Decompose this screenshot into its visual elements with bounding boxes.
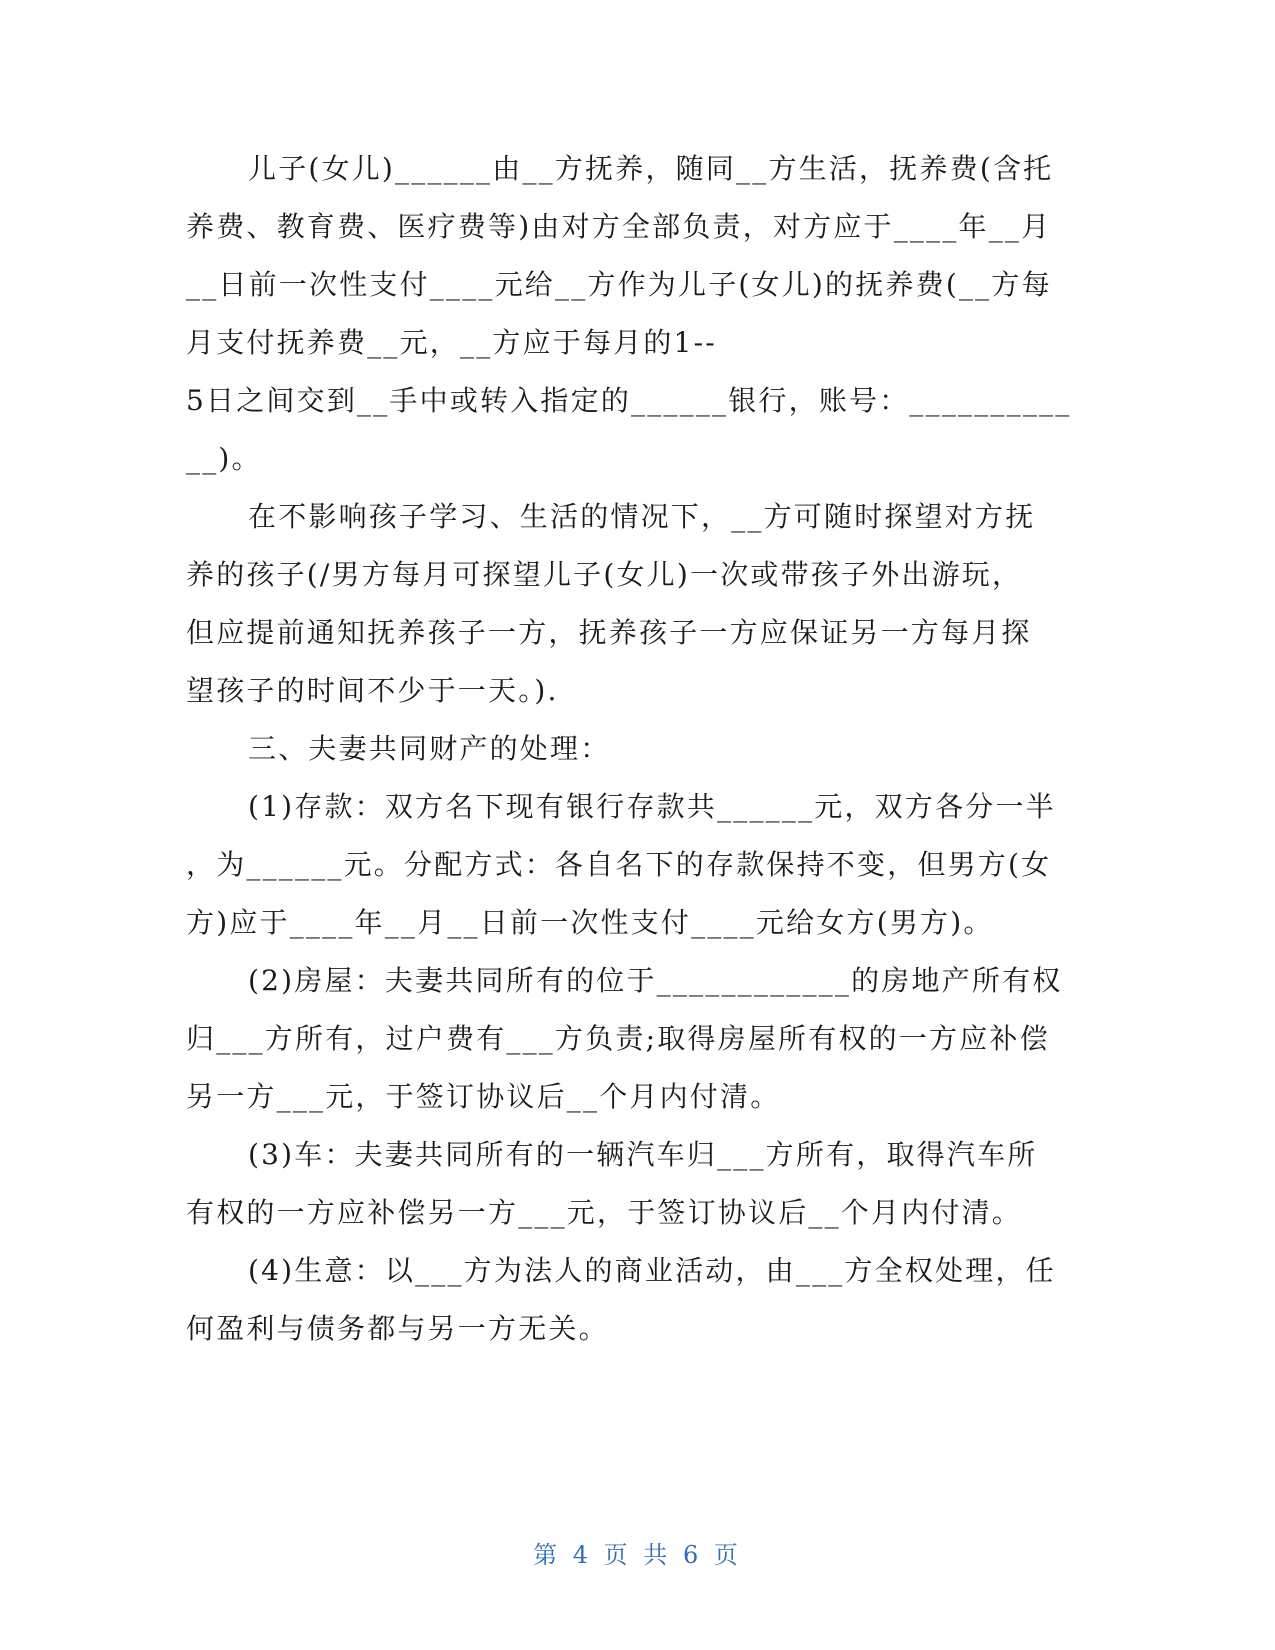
text-line: (4)生意：以___方为法人的商业活动，由___方全权处理，任 [248,1254,1056,1287]
text-line: 方)应于____年__月__日前一次性支付____元给女方(男方)。 [186,906,994,939]
text-line: 有权的一方应补偿另一方___元，于签订协议后__个月内付清。 [186,1196,1023,1229]
text-line: 月支付抚养费__元，__方应于每月的1-- [186,326,717,359]
text-line: __)。 [186,442,262,475]
text-line: 养费、教育费、医疗费等)由对方全部负责，对方应于____年__月 [186,210,1052,243]
text-line: 归___方所有，过户费有___方负责;取得房屋所有权的一方应补偿 [186,1022,1050,1055]
section-heading: 三、夫妻共同财产的处理： [248,732,611,765]
text-line: 5日之间交到__手中或转入指定的______银行，账号：__________ [186,384,1072,417]
text-line: 望孩子的时间不少于一天。). [186,674,559,707]
text-line: ，为______元。分配方式：各自名下的存款保持不变，但男方(女 [186,848,1052,881]
text-line: __日前一次性支付____元给__方作为儿子(女儿)的抚养费(__方每 [186,268,1052,301]
text-line: 养的孩子(/男方每月可探望儿子(女儿)一次或带孩子外出游玩， [186,558,1023,591]
text-line: 在不影响孩子学习、生活的情况下，__方可随时探望对方抚 [248,500,1036,533]
page-number-footer: 第 4 页 共 6 页 [533,1541,742,1569]
text-line: (1)存款：双方名下现有银行存款共______元，双方各分一半 [248,790,1056,823]
text-line: 何盈利与债务都与另一方无关。 [186,1312,609,1345]
text-line: (2)房屋：夫妻共同所有的位于____________的房地产所有权 [248,964,1063,997]
text-line: (3)车：夫妻共同所有的一辆汽车归___方所有，取得汽车所 [248,1138,1038,1171]
text-line: 儿子(女儿)______由__方抚养，随同__方生活，抚养费(含托 [248,152,1054,185]
text-line: 另一方___元，于签订协议后__个月内付清。 [186,1080,781,1113]
text-line: 但应提前通知抚养孩子一方，抚养孩子一方应保证另一方每月探 [186,616,1032,649]
document-body [186,140,1076,1358]
